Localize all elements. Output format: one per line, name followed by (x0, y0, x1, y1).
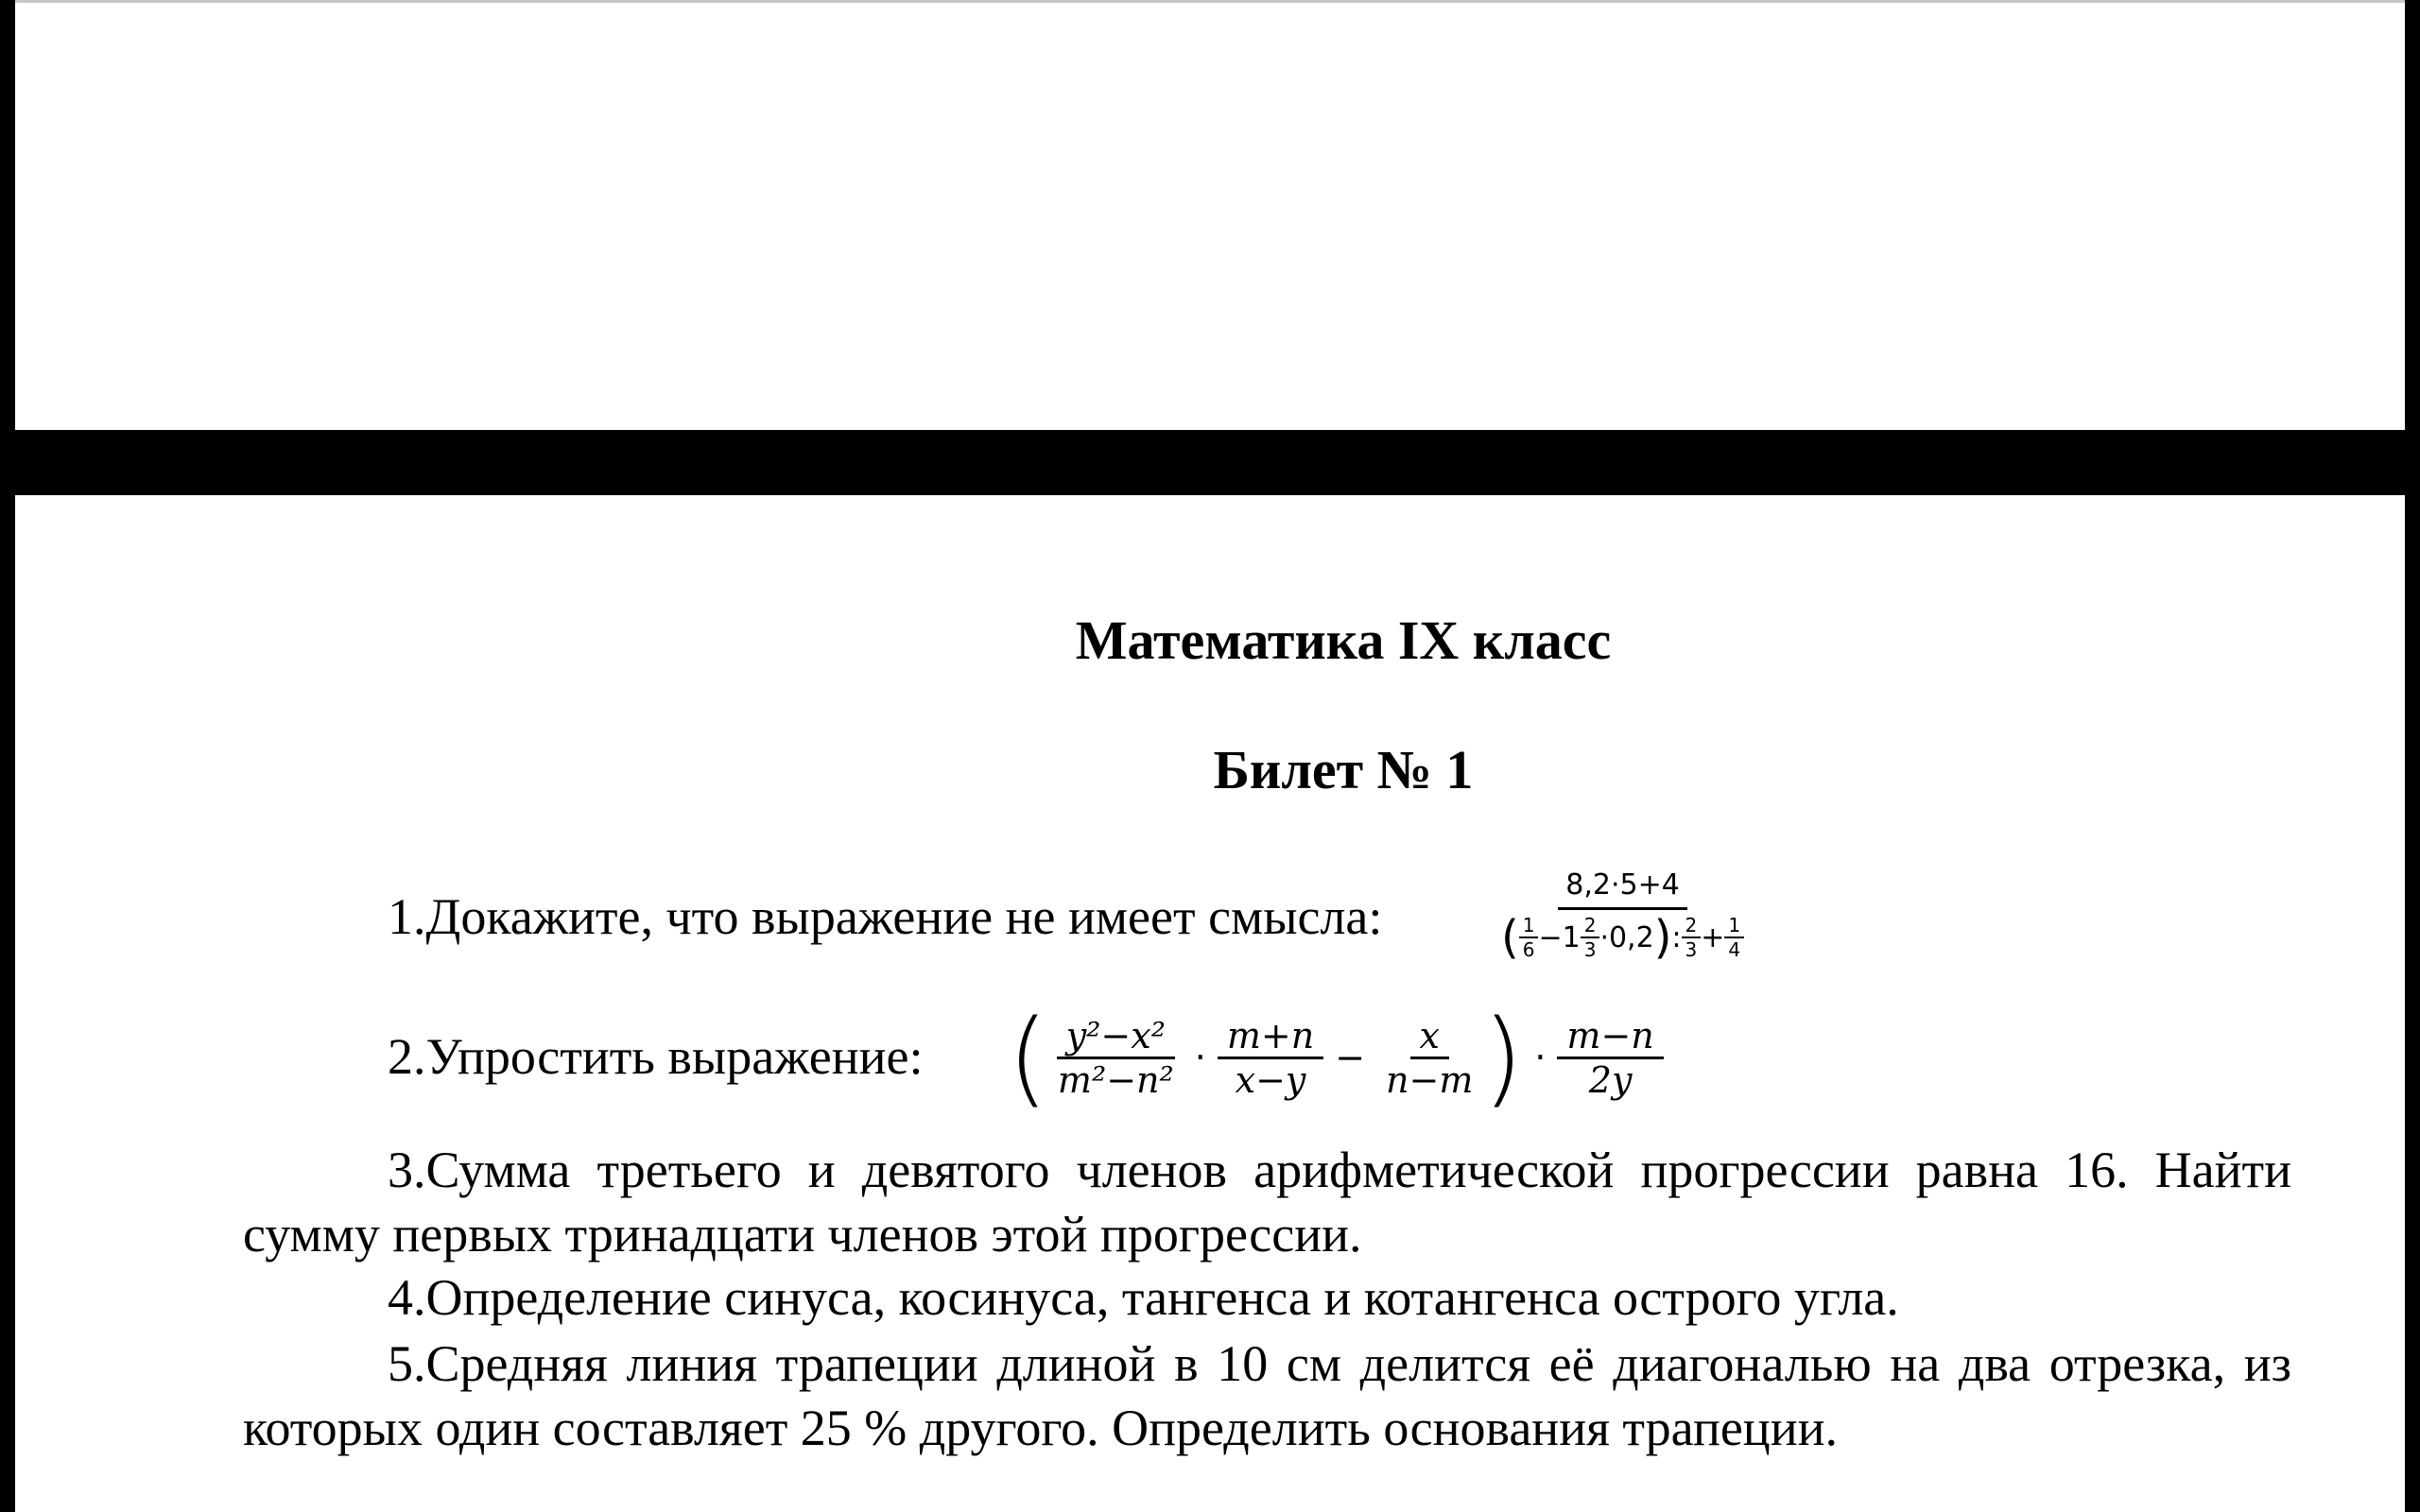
formula-1-divide: : (1671, 920, 1682, 954)
formula-1-left-paren: ( (1501, 911, 1519, 964)
question-5: 5.Средняя линия трапеции длиной в 10 см делится её диагональю на два отрезка, из которых один составляет 25 % другого. Определить основания трапеции. (243, 1335, 2291, 1456)
document-title: Математика IX класс (1075, 610, 1612, 671)
previous-page (15, 0, 2405, 430)
question-4: 4.Определение синуса, косинуса, тангенса и котангенса острого угла. (388, 1269, 1899, 1326)
formula-1 (1497, 868, 1748, 964)
formula-2-frac-2 (1218, 1015, 1323, 1101)
frac-numerator: 2 (1682, 914, 1702, 938)
frac-denominator: 3 (1685, 938, 1698, 961)
frac-denominator: 2y (1588, 1058, 1633, 1101)
frac-numerator: x (1410, 1015, 1449, 1059)
formula-2-dot: · (1534, 1037, 1547, 1078)
question-3: 3.Сумма третьего и девятого членов арифметической прогрессии равна 16. Найти сумму первых тринадцати членов этой прогрессии. (243, 1142, 2291, 1263)
formula-1-denominator (1497, 910, 1748, 964)
formula-2-dot: · (1194, 1037, 1206, 1078)
frac-denominator: n−m (1386, 1058, 1474, 1101)
frac-numerator: y²−x² (1057, 1015, 1175, 1059)
formula-2-frac-3 (1376, 1015, 1482, 1101)
document-page (15, 495, 2405, 1512)
formula-1-plus: + (1701, 920, 1725, 954)
formula-1-frac-a (1519, 914, 1539, 961)
formula-2-right-paren: ) (1482, 997, 1524, 1118)
question-1: 1.Докажите, что выражение не имеет смысла: (388, 888, 1383, 945)
frac-numerator: 1 (1724, 914, 1744, 938)
frac-denominator: 3 (1583, 938, 1597, 961)
frac-numerator: 1 (1519, 914, 1539, 938)
ticket-number: Билет № 1 (1213, 739, 1474, 800)
frac-denominator: m²−n² (1057, 1058, 1174, 1101)
frac-numerator: m+n (1218, 1015, 1323, 1059)
formula-1-fraction (1497, 868, 1748, 964)
formula-2-minus: − (1335, 1037, 1366, 1078)
frac-denominator: 6 (1522, 938, 1535, 961)
frac-denominator: 4 (1728, 938, 1741, 961)
formula-2-left-paren: ( (1008, 997, 1048, 1118)
formula-1-right-paren: ) (1653, 911, 1672, 964)
formula-2-frac-4 (1557, 1015, 1663, 1101)
formula-1-numerator: 8,2·5+4 (1558, 868, 1687, 910)
frac-numerator: 2 (1581, 914, 1600, 938)
frac-denominator: x−y (1235, 1058, 1306, 1101)
document-content (15, 495, 2405, 1512)
formula-1-term: −1 (1538, 920, 1581, 954)
formula-1-frac-d (1724, 914, 1744, 961)
question-2: 2.Упростить выражение: (388, 1028, 924, 1085)
formula-2-frac-1 (1048, 1015, 1184, 1101)
formula-2 (1008, 997, 1664, 1118)
frac-numerator: m−n (1557, 1015, 1663, 1059)
formula-1-term: ·0,2 (1599, 920, 1654, 954)
formula-1-frac-c (1682, 914, 1702, 961)
formula-1-frac-b (1581, 914, 1600, 961)
